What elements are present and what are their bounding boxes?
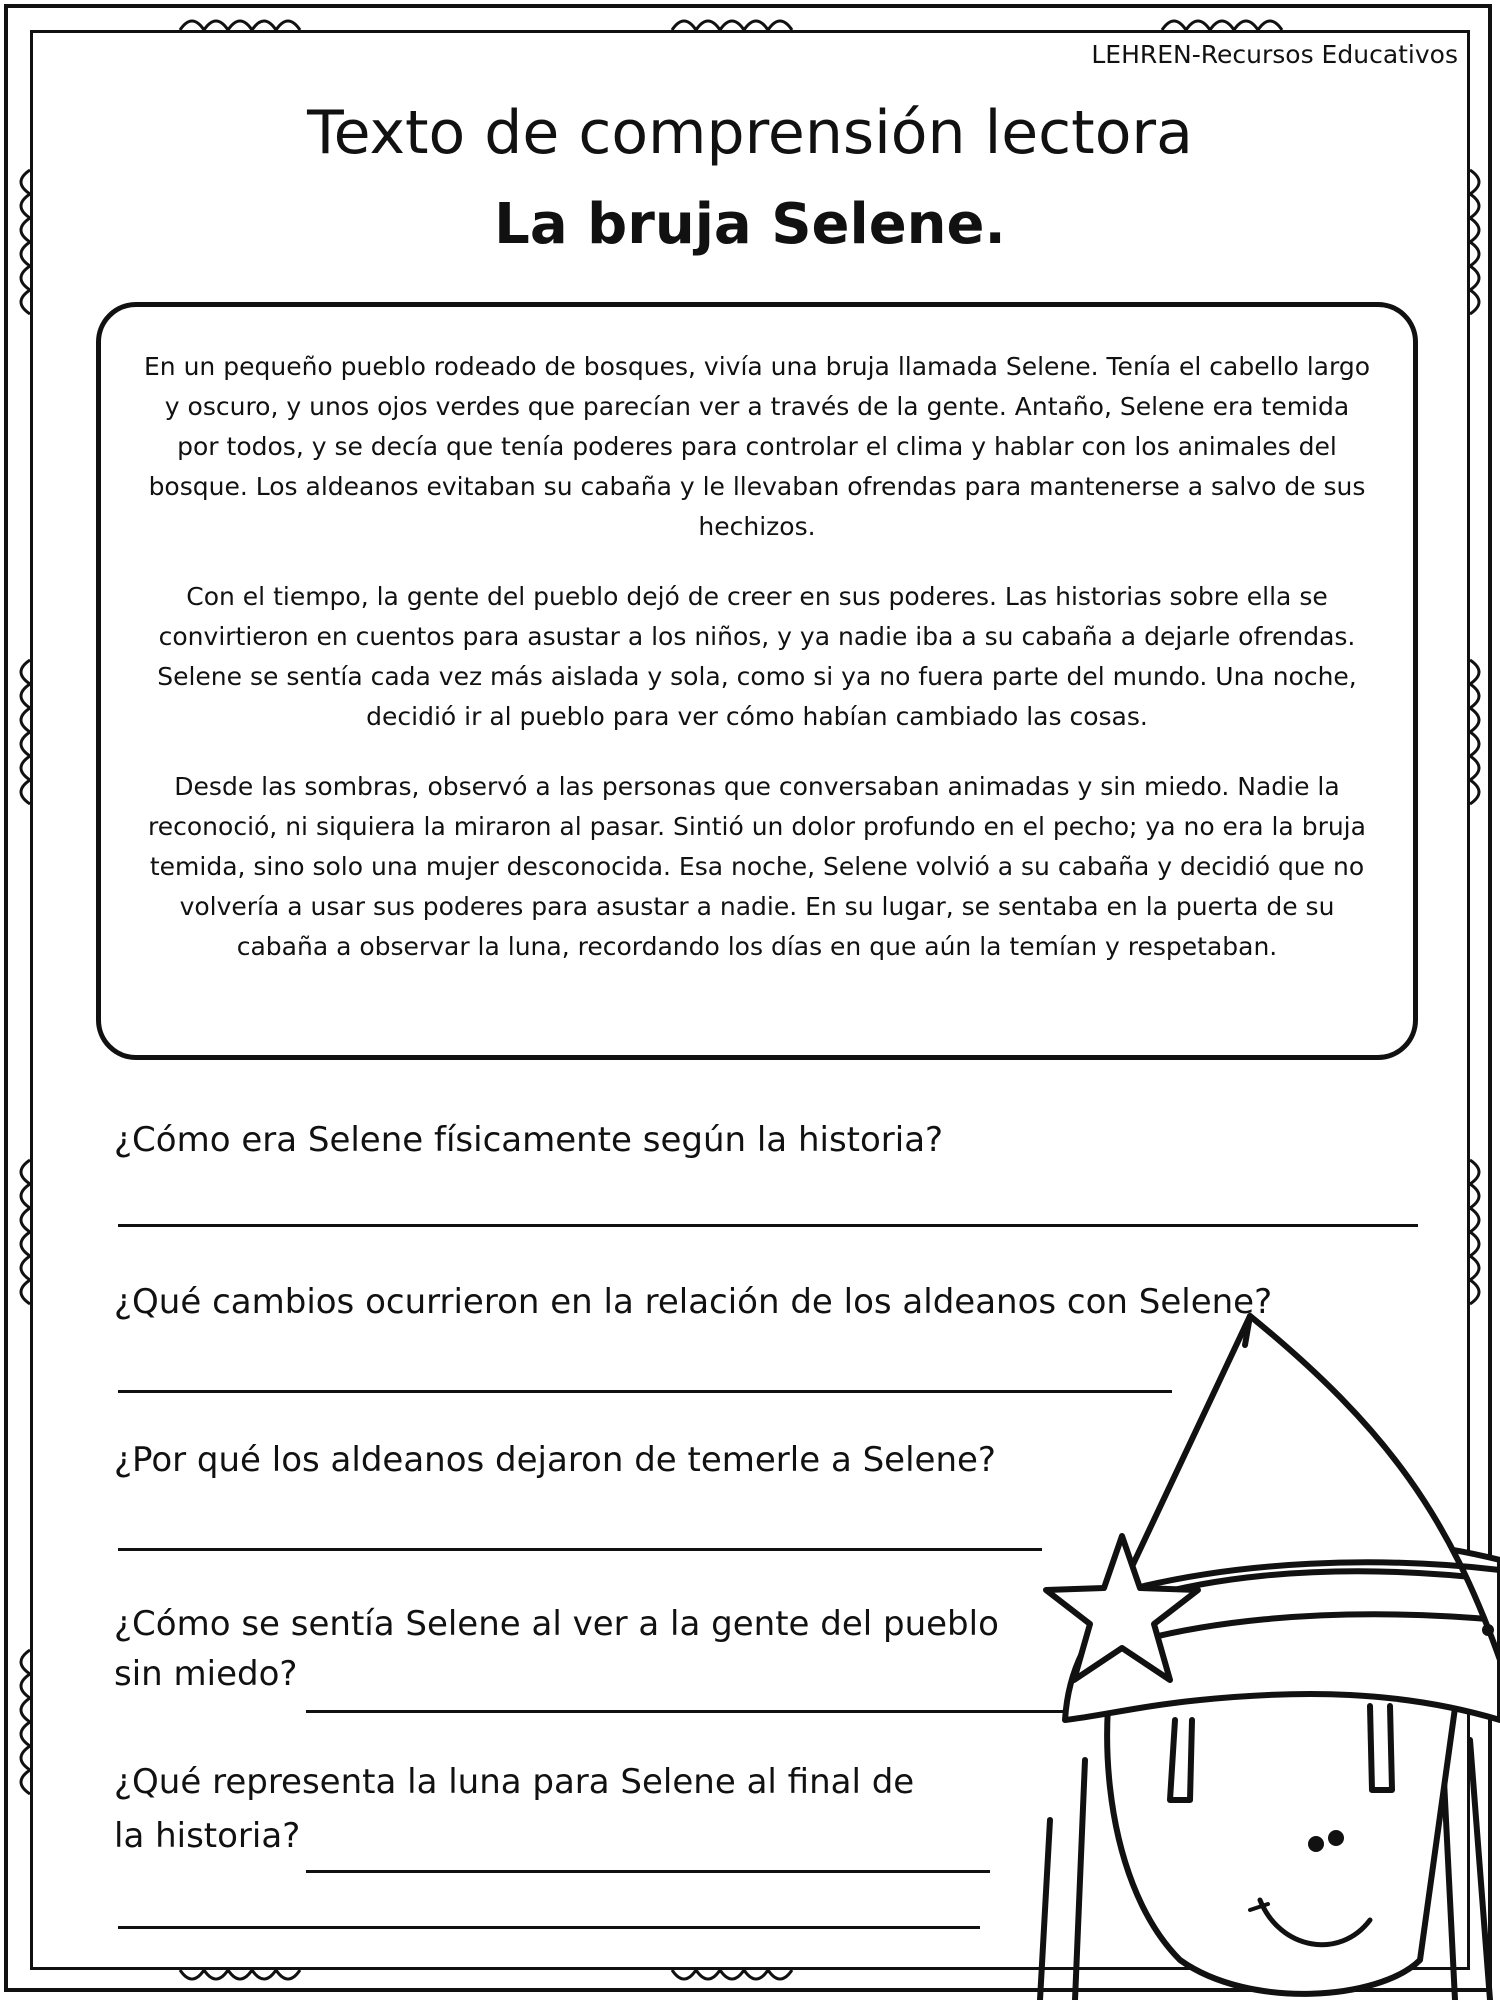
publisher-credit: LEHREN-Recursos Educativos [1091, 40, 1458, 69]
question-2: ¿Qué cambios ocurrieron en la relación de los aldeanos con Selene? [114, 1282, 1273, 1322]
question-5-continued: la historia? [114, 1816, 301, 1856]
story-paragraph-3: Desde las sombras, observó a las personas que conversaban animadas y sin miedo. Nadie la reconoció, ni siquiera la miraron al pasar. Sintió un dolor profundo en el pecho; ya no era la bruja temida, sino solo una mujer desconocida. Esa noche, Selene volvió a su cabaña y decidió que no volvería a usar sus poderes para asustar a nadie. En su lugar, se sentaba en la puerta de su cabaña a observar la luna, recordando los días en que aún la temían y respetaban. [148, 772, 1366, 961]
question-4-continued: sin miedo? [114, 1654, 298, 1694]
question-5: ¿Qué representa la luna para Selene al final de [114, 1762, 915, 1802]
story-paragraph-1: En un pequeño pueblo rodeado de bosques, vivía una bruja llamada Selene. Tenía el cabello largo y oscuro, y unos ojos verdes que parecían ver a través de la gente. Antaño, Selene era temida por todos, y se decía que tenía poderes para controlar el clima y hablar con los animales del bosque. Los aldeanos evitaban su cabaña y le llevaban ofrendas para mantenerse a salvo de sus hechizos. [144, 352, 1370, 541]
question-3: ¿Por qué los aldeanos dejaron de temerle a Selene? [114, 1440, 996, 1480]
question-1: ¿Cómo era Selene físicamente según la historia? [114, 1120, 944, 1160]
question-4: ¿Cómo se sentía Selene al ver a la gente del pueblo [114, 1604, 999, 1644]
page-title: Texto de comprensión lectora [307, 98, 1193, 168]
story-paragraph-2: Con el tiempo, la gente del pueblo dejó de creer en sus poderes. Las historias sobre ella se convirtieron en cuentos para asustar a los niños, y ya nadie iba a su cabaña a dejarle ofrendas. Selene se sentía cada vez más aislada y sola, como si ya no fuera parte del mundo. Una noche, decidió ir al pueblo para ver cómo habían cambiado las cosas. [157, 582, 1357, 731]
story-title: La bruja Selene. [494, 192, 1006, 257]
